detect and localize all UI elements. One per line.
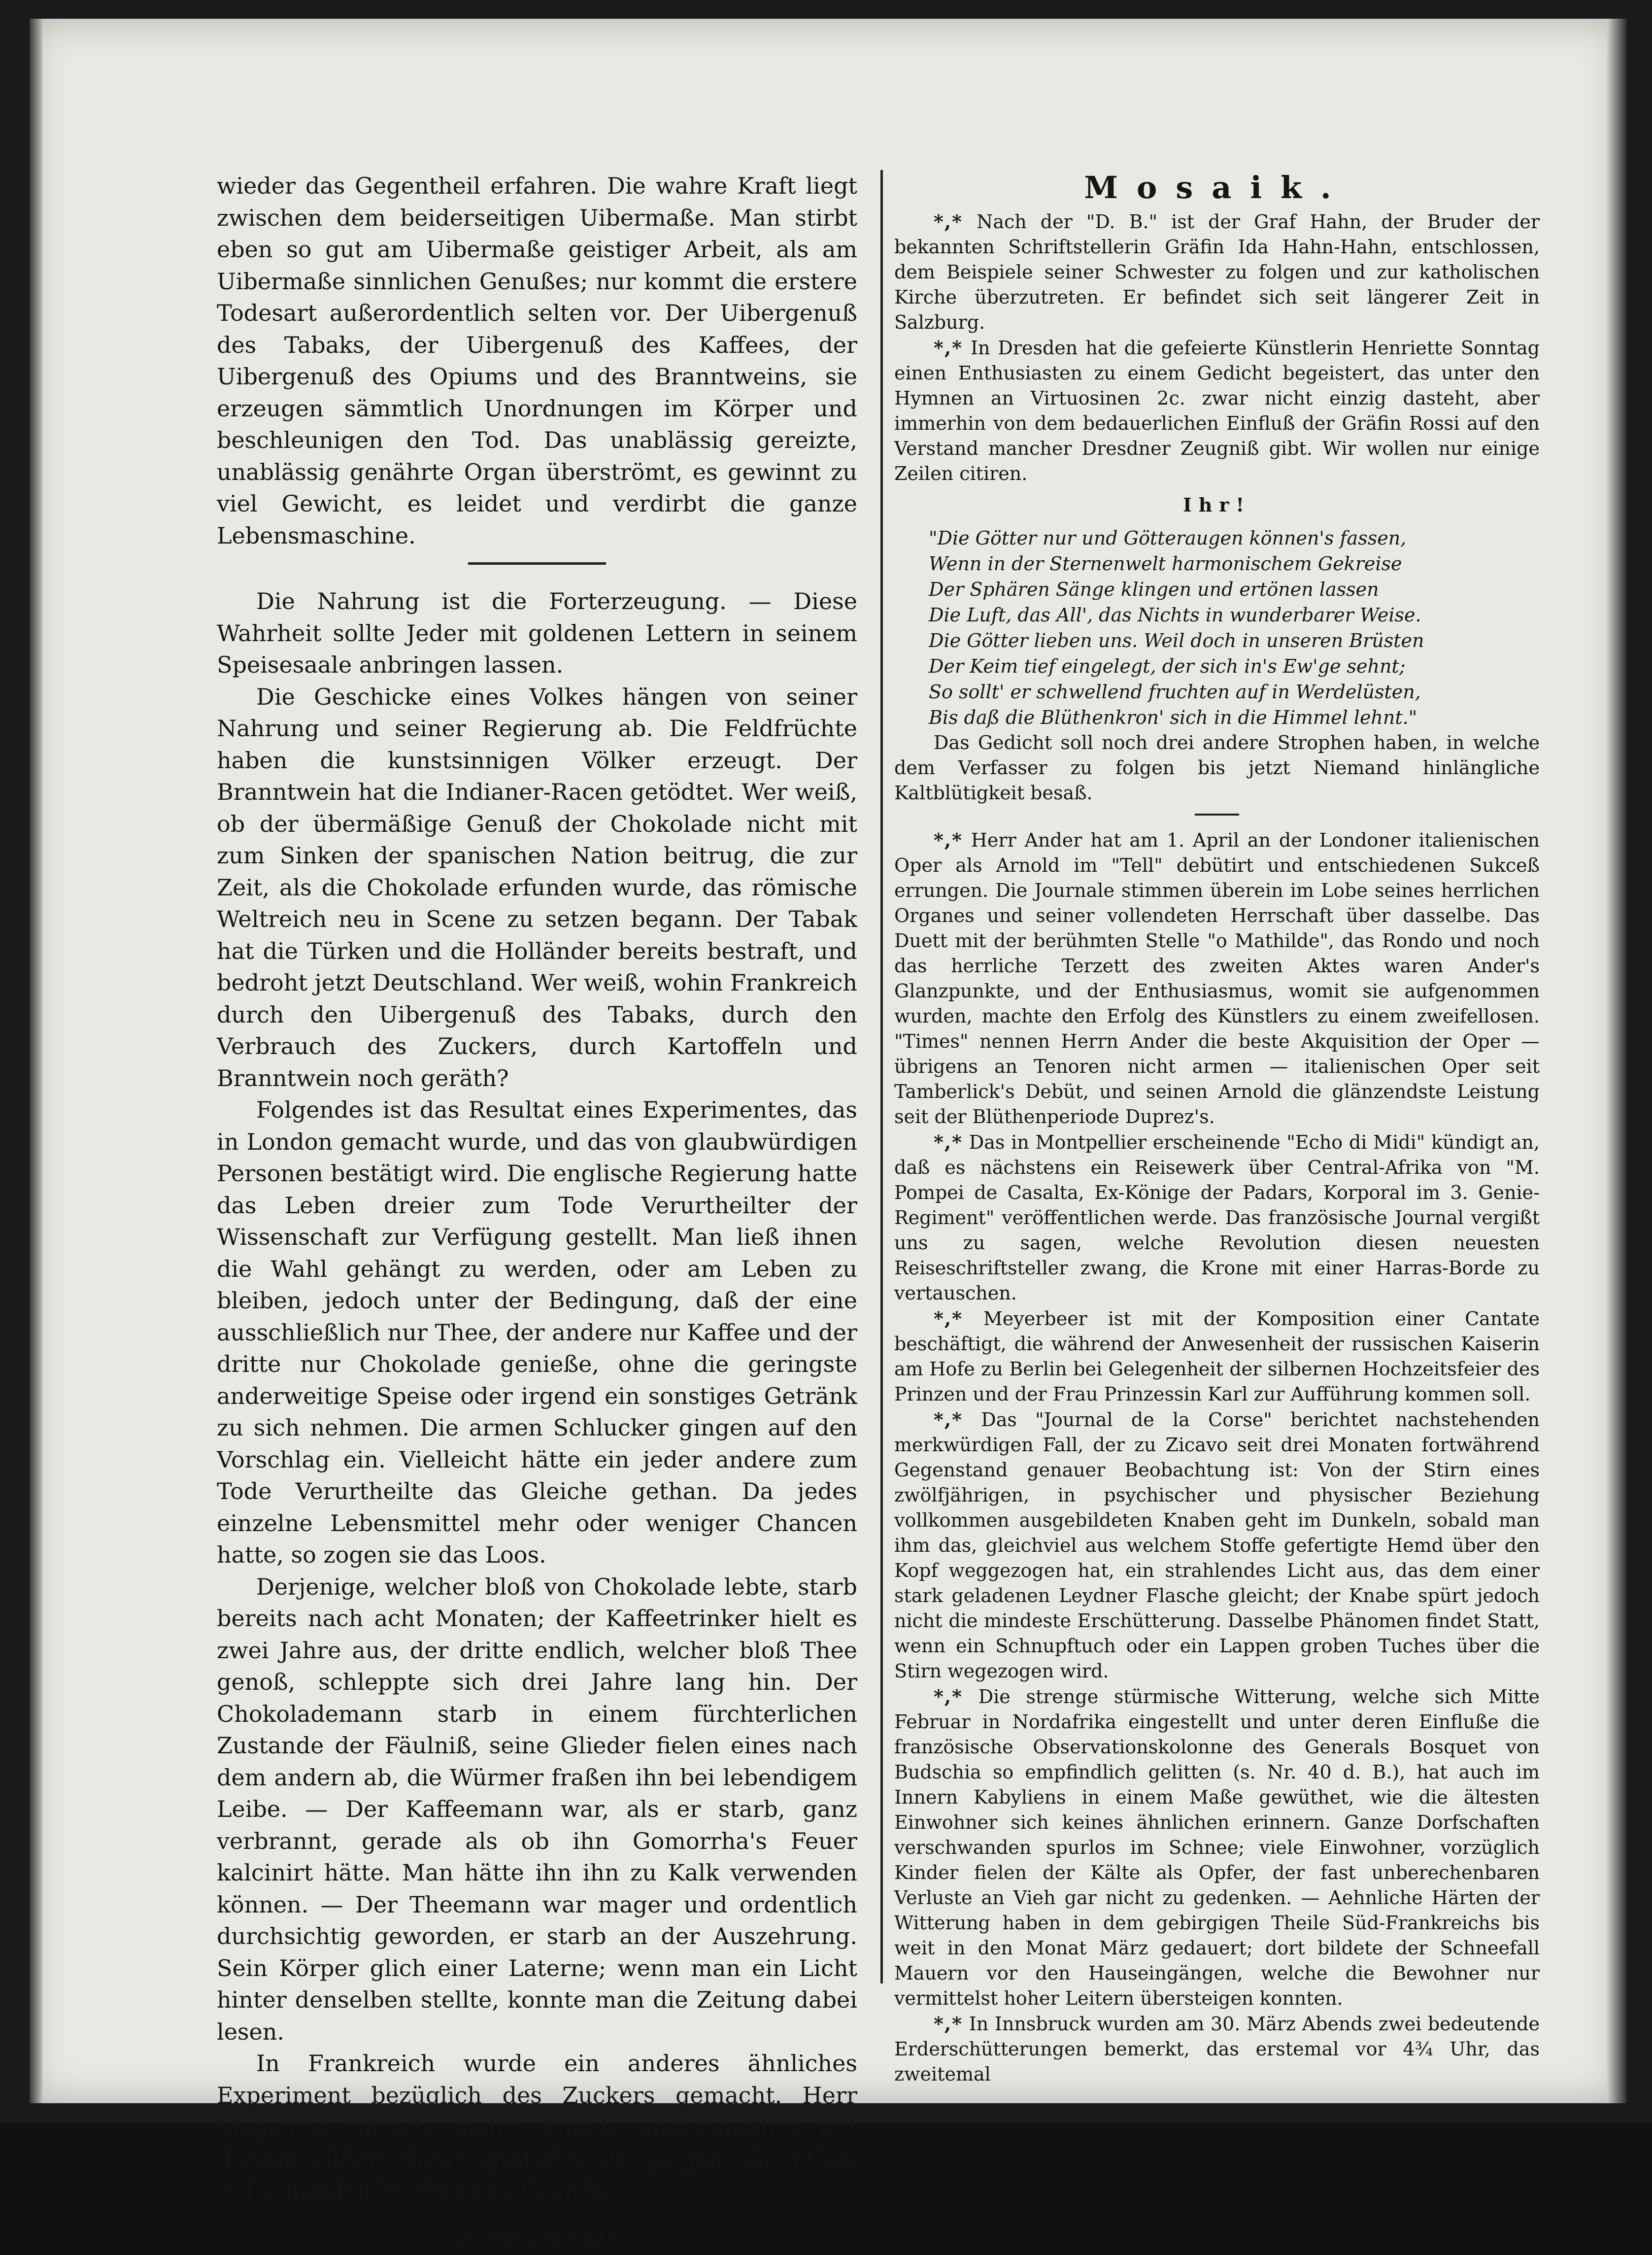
news-item — [894, 335, 1540, 486]
asterism-icon: *,* — [934, 210, 963, 233]
paragraph: Die Nahrung ist die Forterzeugung. — Diese Wahrheit sollte Jeder mit goldenen Lettern in seinem Speisesaale anbringen lassen. — [217, 585, 857, 681]
poem — [929, 525, 1540, 730]
asterism-icon: *,* — [934, 2013, 963, 2035]
asterism-icon: *,* — [934, 337, 963, 359]
poem-line: Der Sphären Sänge klingen und ertönen lassen — [929, 577, 1540, 602]
poem-line: Der Keim tief eingelegt, der sich in's Ew'ge sehnt; — [929, 653, 1540, 679]
asterism-icon: *,* — [934, 829, 963, 851]
news-item-text: Meyerbeer ist mit der Komposition einer Cantate beschäftigt, die während der Anwesenheit der russischen Kaiserin am Hofe zu Berlin bei Gelegenheit der silbernen Hochzeitsfeier des Prinzen und der Frau Prinzessin Karl zur Aufführung kommen soll. — [894, 1308, 1540, 1405]
news-item — [894, 827, 1540, 1129]
news-item — [894, 2011, 1540, 2087]
asterism-icon: *,* — [934, 1408, 963, 1431]
paragraph-continuation: wieder das Gegentheil erfahren. Die wahre Kraft liegt zwischen dem beiderseitigen Uibermaße. Man stirbt eben so gut am Uibermaße geistiger Arbeit, als am Uibermaße sinnlichen Genußes; nur kommt die erstere Todesart außerordentlich selten vor. Der Uibergenuß des Tabaks, der Uibergenuß des Kaffees, der Uibergenuß des Opiums und des Branntweins, sie erzeugen sämmtlich Unordnungen im Körper und beschleunigen den Tod. Das unablässig gereizte, unablässig genährte Organ überströmt, es gewinnt zu viel Gewicht, es leidet und verdirbt die ganze Lebensmaschine. — [217, 170, 857, 551]
asterism-icon: *,* — [934, 1131, 963, 1153]
continuation-note: (Fortsetzung folgt.) — [217, 2223, 857, 2255]
poem-line: Wenn in der Sternenwelt harmonischem Gekreise — [929, 551, 1540, 577]
paragraph: Folgendes ist das Resultat eines Experimentes, das in London gemacht wurde, und das von glaubwürdigen Personen bestätigt wird. Die englische Regierung hatte das Leben dreier zum Tode Verurtheilter der Wissenschaft zur Verfügung gestellt. Man ließ ihnen die Wahl gehängt zu werden, oder am Leben zu bleiben, jedoch unter der Bedingung, daß der eine ausschließlich nur Thee, der andere nur Kaffee und der dritte nur Chokolade genieße, ohne die geringste anderweitige Speise oder irgend ein sonstiges Getränk zu sich nehmen. Die armen Schlucker gingen auf den Vorschlag ein. Vielleicht hätte ein jeder andere zum Tode Verurtheilte das Gleiche gethan. Da jedes einzelne Lebensmittel mehr oder weniger Chancen hatte, so zogen sie das Loos. — [217, 1094, 857, 1571]
news-item — [894, 1684, 1540, 2011]
poem-line: Bis daß die Blüthenkron' sich in die Himmel lehnt." — [929, 705, 1540, 730]
poem-line: Die Luft, das All', das Nichts in wunderbarer Weise. — [929, 602, 1540, 628]
paragraph: Derjenige, welcher bloß von Chokolade lebte, starb bereits nach acht Monaten; der Kaffeetrinker hielt es zwei Jahre aus, der dritte endlich, welcher bloß Thee genoß, schleppte sich drei Jahre lang hin. Der Chokolademann starb in einem fürchterlichen Zustande der Fäulniß, seine Glieder fielen eines nach dem andern ab, die Würmer fraßen ihn bei lebendigem Leibe. — Der Kaffeemann war, als er starb, ganz verbrannt, gerade als ob ihn Gomorrha's Feuer kalcinirt hätte. Man hätte ihn ihn zu Kalk verwenden können. — Der Theemann war mager und ordentlich durchsichtig geworden, er starb an der Auszehrung. Sein Körper glich einer Laterne; wenn man ein Licht hinter denselben stellte, konnte man die Zeitung dabei lesen. — [217, 1571, 857, 2048]
right-column — [894, 170, 1540, 2087]
section-divider — [468, 562, 606, 565]
asterism-icon: *,* — [934, 1685, 963, 1708]
poem-line: "Die Götter nur und Götteraugen können's fassen, — [929, 525, 1540, 551]
paragraph: Die Geschicke eines Volkes hängen von seiner Nahrung und seiner Regierung ab. Die Feldfrüchte haben die kunstsinnigen Völker erzeugt. Der Branntwein hat die Indianer-Racen getödtet. Wer weiß, ob der übermäßige Genuß der Chokolade nicht mit zum Sinken der spanischen Nation beitrug, die zur Zeit, als die Chokolade erfunden wurde, das römische Weltreich neu in Scene zu setzen begann. Der Tabak hat die Türken und die Holländer bereits bestraft, und bedroht jetzt Deutschland. Wer weiß, wohin Frankreich durch den Uibergenuß des Tabaks, durch den Verbrauch des Zuckers, durch Kartoffeln und Branntwein noch geräth? — [217, 681, 857, 1094]
poem-title: Ihr! — [894, 492, 1540, 517]
news-item-text: Das in Montpellier erscheinende "Echo di Midi" kündigt an, daß es nächstens ein Reisewerk über Central-Afrika von "M. Pompei de Casalta, Ex-Könige der Padars, Korporal im 3. Genie-Regiment" veröffentlichen werde. Das französische Journal vergißt uns zu sagen, welche Revolution diesen neuesten Reiseschriftsteller zwang, die Krone mit einer Harras-Borde zu vertauschen. — [894, 1131, 1540, 1304]
news-item — [894, 1129, 1540, 1306]
news-item-text: In Dresden hat die gefeierte Künstlerin Henriette Sonntag einen Enthusiasten zu einem Gedicht begeistert, das unter den Hymnen an Virtuosinen 2c. zwar nicht einzig dasteht, aber immerhin von dem bedauerlichen Einfluß der Gräfin Rossi auf den Verstand mancher Dresdner Zeugniß gibt. Wir wollen nur einige Zeilen citiren. — [894, 337, 1540, 484]
news-item-text: Die strenge stürmische Witterung, welche sich Mitte Februar in Nordafrika eingestellt und unter deren Einfluße die französische Observationskolonne des Generals Bosquet von Budschia so empfindlich gelitten (s. Nr. 40 d. B.), hat auch im Innern Kabyliens in einem Maße gewüthet, wie die ältesten Einwohner sich keines ähnlichen erinnern. Ganze Dorfschaften verschwanden spurlos im Schnee; viele Einwohner, vorzüglich Kinder fielen der Kälte als Opfer, der fast unberechenbaren Verluste an Vieh gar nicht zu gedenken. — Aehnliche Härten der Witterung haben in dem gebirgigen Theile Süd-Frankreichs bis weit in den Monat März gedauert; dort bildete der Schneefall Mauern vor den Hauseingängen, welche die Bewohner nur vermittelst hoher Leitern übersteigen konnten. — [894, 1686, 1540, 2009]
poem-line: So sollt' er schwellend fruchten auf in Werdelüsten, — [929, 679, 1540, 705]
news-item-text: Nach der "D. B." ist der Graf Hahn, der Bruder der bekannten Schriftstellerin Gräfin Ida Hahn-Hahn, entschlossen, dem Beispiele seiner Schwester zu folgen und zur katholischen Kirche überzutreten. Er befindet sich seit längerer Zeit in Salzburg. — [894, 211, 1540, 333]
news-item — [894, 1407, 1540, 1684]
section-title: Mosaik. — [894, 175, 1540, 200]
column-divider — [880, 170, 883, 1983]
item-divider — [1195, 814, 1239, 816]
news-item — [894, 209, 1540, 335]
news-item-text: Herr Ander hat am 1. April an der Londoner italienischen Oper als Arnold im "Tell" debütirt und entschiedenen Sukceß errungen. Die Journale stimmen überein im Lobe seines herrlichen Organes und seiner vollendeten Herrschaft über dasselbe. Das Duett mit der berühmten Stelle "o Mathilde", das Rondo und noch das herrliche Terzett des zweiten Aktes waren Ander's Glanzpunkte, und der Enthusiasmus, womit sie aufgenommen wurden, machte den Erfolg des Künstlers zu einem zweifellosen. "Times" nennen Herrn Ander die beste Akquisition der Oper — übrigens an Tenoren nicht armen — italienischen Oper seit Tamberlick's Debüt, und seinen Arnold die glänzendste Leistung seit der Blüthenperiode Duprez's. — [894, 829, 1540, 1128]
news-item-text: Das "Journal de la Corse" berichtet nachstehenden merkwürdigen Fall, der zu Zicavo seit drei Monaten fortwährend Gegenstand genauer Beobachtung ist: Von der Stirn eines zwölfjährigen, in psychischer und physischer Beziehung vollkommen ausgebildeten Knaben geht im Dunkeln, sobald man ihm das, gleichviel aus welchem Stoffe gefertigte Hemd über den Kopf weggezogen hat, ein strahlendes Licht aus, das dem einer stark geladenen Leydner Flasche gleicht; der Knabe spürt jedoch nicht die mindeste Erschütterung. Dasselbe Phänomen findet Statt, wenn ein Schnupftuch oder ein Lappen groben Tuches über die Stirn wegezogen wird. — [894, 1409, 1540, 1682]
news-item-text: In Innsbruck wurden am 30. März Abends zwei bedeutende Erderschütterungen bemerkt, das erstemal vor 4¾ Uhr, das zweitemal — [894, 2013, 1540, 2085]
news-item — [894, 1306, 1540, 1407]
page-edge-shadow — [1607, 19, 1627, 2103]
left-column — [217, 170, 857, 2255]
asterism-icon: *,* — [934, 1307, 963, 1330]
news-item-text: Das Gedicht soll noch drei andere Strophen haben, in welche dem Verfasser zu folgen bis jetzt Niemand hinlängliche Kaltblütigkeit besaß. — [894, 730, 1540, 806]
binding-edge — [30, 19, 42, 2103]
paragraph: In Frankreich wurde ein anderes ähnliches Experiment bezüglich des Zuckers gemacht. Herr Magendie fütterte mehre Hunde ausschließlich mit diesem süßen Nahrungsstoffe, sie gingen sämmtlich auf schreckliche Weise zu Grunde. — [217, 2048, 857, 2207]
poem-line: Die Götter lieben uns. Weil doch in unseren Brüsten — [929, 628, 1540, 653]
